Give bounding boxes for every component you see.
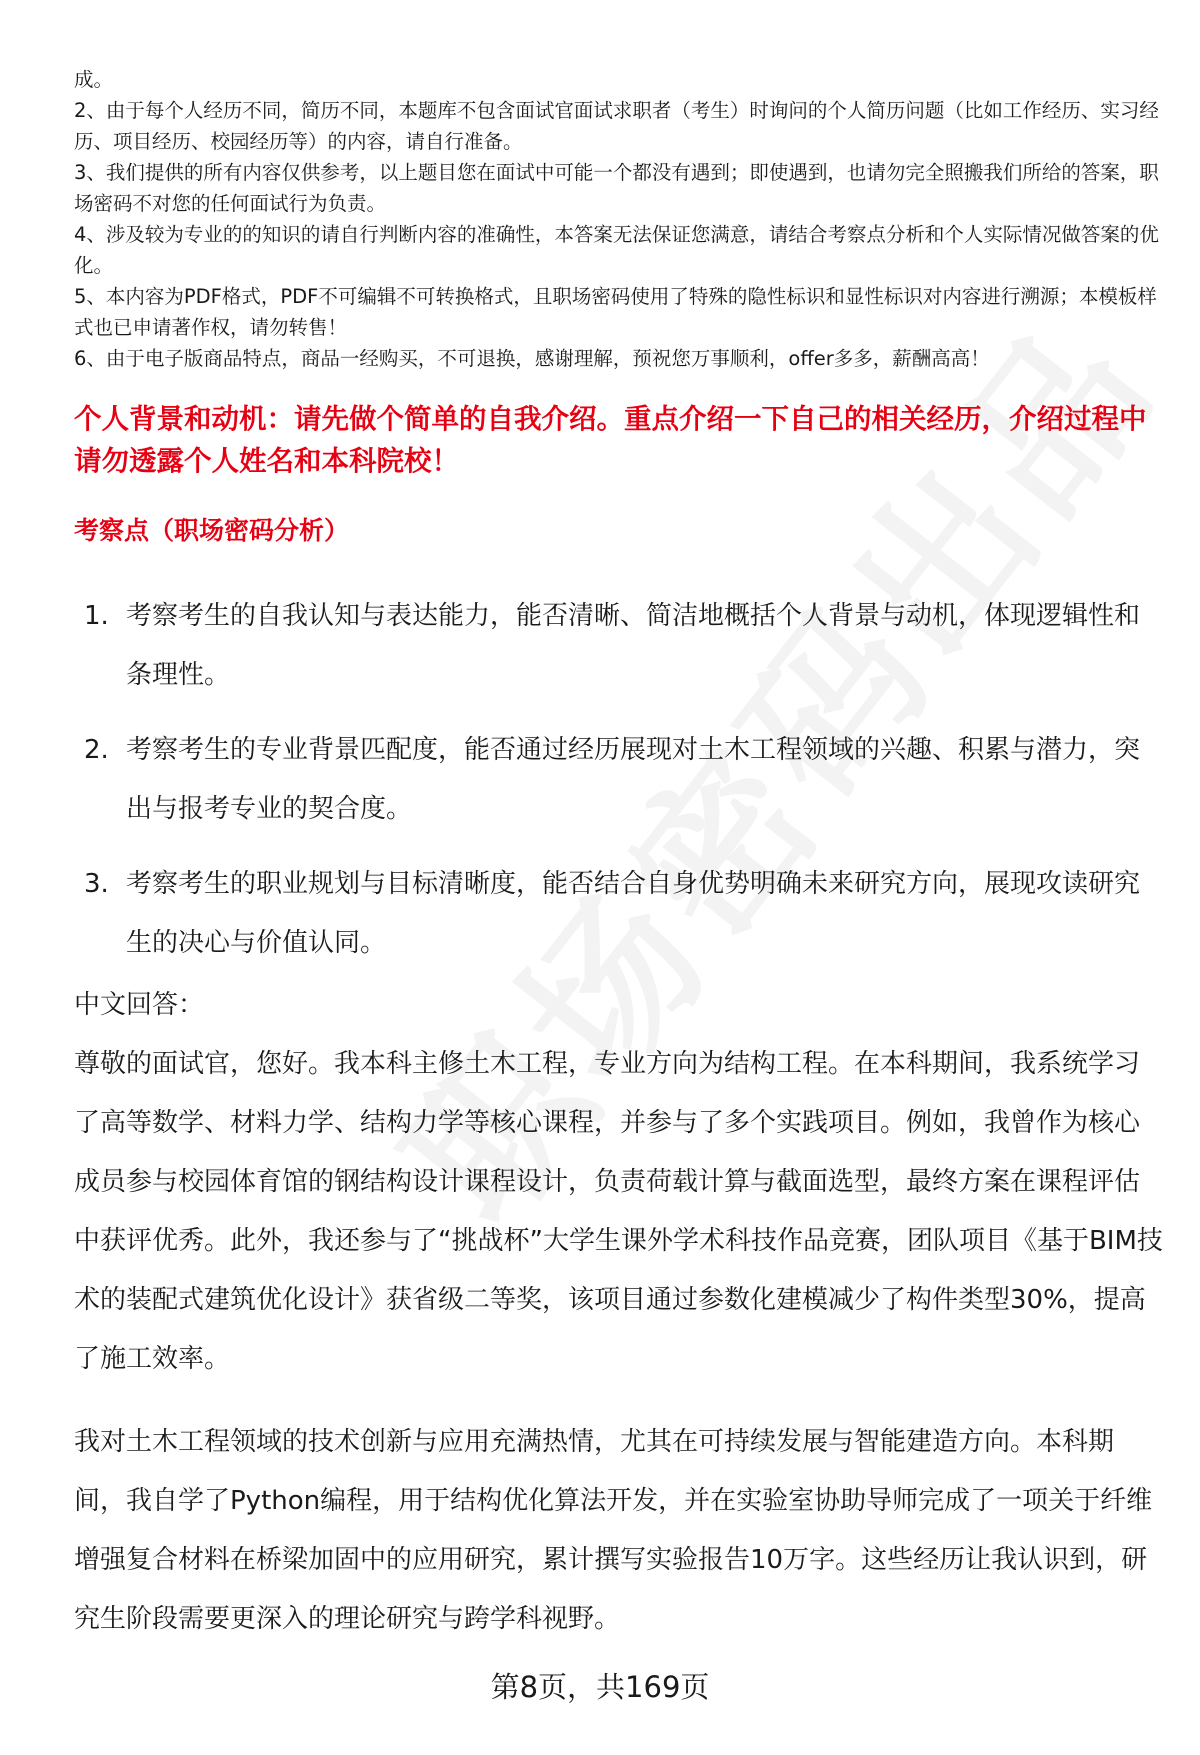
analysis-points-list bbox=[0, 587, 1200, 989]
note-line: 6、由于电子版商品特点，商品一经购买，不可退换，感谢理解，预祝您万事顺利，offer多多，薪酬高高！ bbox=[74, 347, 990, 370]
list-item-number: 1. bbox=[84, 601, 109, 631]
note-line: 3、我们提供的所有内容仅供参考，以上题目您在面试中可能一个都没有遇到；即使遇到，也请勿完全照搬我们所给的答案，职场密码不对您的任何面试行为负责。 bbox=[74, 161, 1159, 215]
note-line: 4、涉及较为专业的的知识的请自行判断内容的准确性，本答案无法保证您满意，请结合考察点分析和个人实际情况做答案的优化。 bbox=[74, 223, 1159, 277]
answer-section bbox=[74, 976, 1164, 1649]
answer-label: 中文回答： bbox=[74, 990, 205, 1020]
analysis-title: 考察点（职场密码分析） bbox=[74, 516, 350, 545]
list-item bbox=[0, 855, 1200, 973]
note-line: 2、由于每个人经历不同，简历不同，本题库不包含面试官面试求职者（考生）时询问的个人简历问题（比如工作经历、实习经历、项目经历、校园经历等）的内容，请自行准备。 bbox=[74, 99, 1159, 153]
list-item-text: 考察考生的专业背景匹配度，能否通过经历展现对土木工程领域的兴趣、积累与潜力，突出与报考专业的契合度。 bbox=[126, 735, 1141, 824]
note-line: 成。 bbox=[74, 68, 114, 91]
answer-paragraph: 尊敬的面试官，您好。我本科主修土木工程，专业方向为结构工程。在本科期间，我系统学习了高等数学、材料力学、结构力学等核心课程，并参与了多个实践项目。例如，我曾作为核心成员参与校园体育馆的钢结构设计课程设计，负责荷载计算与截面选型，最终方案在课程评估中获评优秀。此外，我还参与了“挑战杯”大学生课外学术科技作品竞赛，团队项目《基于BIM技术的装配式建筑优化设计》获省级二等奖，该项目通过参数化建模减少了构件类型30%，提高了施工效率。 bbox=[74, 1049, 1163, 1374]
question-title: 个人背景和动机：请先做个简单的自我介绍。重点介绍一下自己的相关经历，介绍过程中请勿透露个人姓名和本科院校！ bbox=[74, 403, 1147, 477]
list-item-number: 3. bbox=[84, 869, 109, 899]
page-number-footer: 第8页，共169页 bbox=[490, 1670, 710, 1704]
list-item bbox=[0, 721, 1200, 839]
list-item-text: 考察考生的职业规划与目标清晰度，能否结合自身优势明确未来研究方向，展现攻读研究生的决心与价值认同。 bbox=[126, 869, 1141, 958]
list-item bbox=[0, 587, 1200, 705]
list-item-number: 2. bbox=[84, 735, 109, 765]
note-line: 5、本内容为PDF格式，PDF不可编辑不可转换格式，且职场密码使用了特殊的隐性标识和显性标识对内容进行溯源；本模板样式也已申请著作权，请勿转售！ bbox=[74, 285, 1157, 339]
list-item-text: 考察考生的自我认知与表达能力，能否清晰、简洁地概括个人背景与动机，体现逻辑性和条理性。 bbox=[126, 601, 1141, 690]
answer-paragraph: 我对土木工程领域的技术创新与应用充满热情，尤其在可持续发展与智能建造方向。本科期间，我自学了Python编程，用于结构优化算法开发，并在实验室协助导师完成了一项关于纤维增强复合材料在桥梁加固中的应用研究，累计撰写实验报告10万字。这些经历让我认识到，研究生阶段需要更深入的理论研究与跨学科视野。 bbox=[74, 1427, 1153, 1634]
disclaimer-notes bbox=[74, 64, 1164, 374]
